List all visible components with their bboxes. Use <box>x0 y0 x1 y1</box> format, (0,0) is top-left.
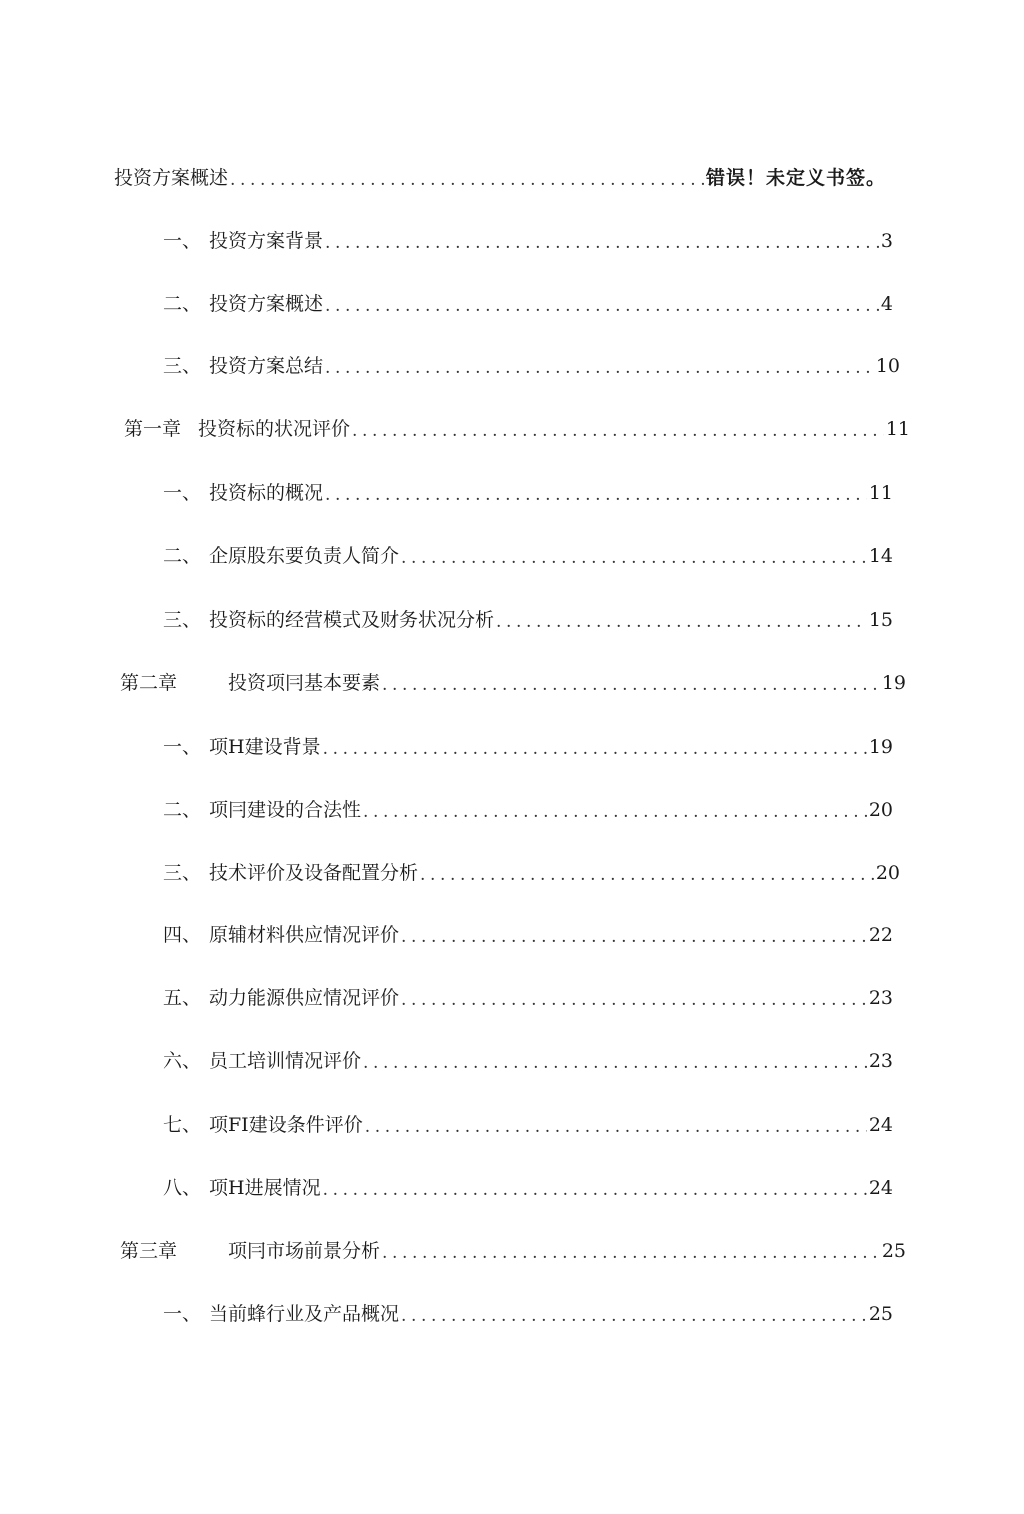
toc-entry-section[interactable] <box>163 858 900 888</box>
toc-entry-page-error: 错误！未定义书签。 <box>705 167 886 189</box>
toc-entry-page: 25 <box>881 1240 906 1262</box>
dot-leader <box>401 922 867 952</box>
toc-entry-number: 三、 <box>163 862 202 884</box>
toc-entry-section[interactable] <box>163 1299 893 1329</box>
toc-entry-section[interactable] <box>163 1046 893 1076</box>
dot-leader <box>420 860 874 890</box>
toc-entry-title: 投资方案概述 <box>209 293 324 315</box>
toc-entry-number: 一、 <box>163 736 202 758</box>
dot-leader <box>325 480 867 510</box>
toc-entry-title: 项H建设背景 <box>209 736 321 758</box>
toc-entry-section[interactable] <box>163 351 900 381</box>
toc-entry-section[interactable] <box>163 541 893 571</box>
toc-entry-title: 原辅材料供应情况评价 <box>209 924 400 946</box>
toc-entry-overview[interactable] <box>114 163 886 193</box>
dot-leader <box>323 1175 867 1205</box>
dot-leader <box>325 291 879 321</box>
toc-entry-number: 二、 <box>163 545 202 567</box>
toc-entry-section[interactable] <box>163 732 893 762</box>
toc-entry-section[interactable] <box>163 1173 893 1203</box>
toc-entry-section[interactable] <box>163 920 893 950</box>
toc-entry-page: 11 <box>868 482 893 504</box>
toc-entry-number: 二、 <box>163 799 202 821</box>
toc-entry-section[interactable] <box>163 478 893 508</box>
toc-entry-number: 七、 <box>163 1114 202 1136</box>
toc-entry-number: 一、 <box>163 230 202 252</box>
toc-entry-page: 23 <box>868 987 893 1009</box>
toc-entry-section[interactable] <box>163 983 893 1013</box>
dot-leader <box>230 165 704 195</box>
toc-entry-number: 第三章 <box>120 1240 178 1262</box>
dot-leader <box>382 1238 880 1268</box>
toc-entry-page: 3 <box>880 230 893 252</box>
toc-entry-title: 项FI建设条件评价 <box>209 1114 363 1136</box>
toc-entry-section[interactable] <box>163 605 893 635</box>
dot-leader <box>382 670 880 700</box>
toc-entry-title: 项冃市场前景分析 <box>228 1240 381 1262</box>
toc-entry-number: 二、 <box>163 293 202 315</box>
toc-entry-number: 六、 <box>163 1050 202 1072</box>
toc-entry-page: 20 <box>875 862 900 884</box>
toc-entry-page: 25 <box>868 1303 893 1325</box>
toc-entry-page: 24 <box>868 1114 893 1136</box>
toc-entry-number: 四、 <box>163 924 202 946</box>
dot-leader <box>363 1048 867 1078</box>
toc-entry-section[interactable] <box>163 226 893 256</box>
toc-entry-title: 投资方案背景 <box>209 230 324 252</box>
toc-entry-number: 五、 <box>163 987 202 1009</box>
toc-entry-page: 22 <box>868 924 893 946</box>
toc-entry-section[interactable] <box>163 289 893 319</box>
dot-leader <box>401 1301 867 1331</box>
dot-leader <box>401 985 867 1015</box>
dot-leader <box>496 607 867 637</box>
toc-entry-page: 4 <box>880 293 893 315</box>
toc-entry-title: 项冃建设的合法性 <box>209 799 362 821</box>
toc-entry-page: 15 <box>868 609 893 631</box>
toc-entry-title: 投资标的状况评价 <box>198 418 351 440</box>
toc-entry-number: 第一章 <box>124 418 182 440</box>
toc-entry-page: 19 <box>868 736 893 758</box>
toc-entry-number: 三、 <box>163 355 202 377</box>
toc-entry-title: 技术评价及设备配置分析 <box>209 862 419 884</box>
dot-leader <box>365 1112 867 1142</box>
toc-entry-title: 投资标的经营模式及财务状况分析 <box>209 609 495 631</box>
toc-entry-title: 动力能源供应情况评价 <box>209 987 400 1009</box>
toc-entry-page: 20 <box>868 799 893 821</box>
toc-entry-title: 员工培训情况评价 <box>209 1050 362 1072</box>
toc-entry-number: 一、 <box>163 482 202 504</box>
toc-entry-page: 14 <box>868 545 893 567</box>
toc-entry-number: 八、 <box>163 1177 202 1199</box>
toc-entry-number: 三、 <box>163 609 202 631</box>
toc-entry-chapter[interactable] <box>120 1236 906 1266</box>
dot-leader <box>323 734 867 764</box>
toc-entry-title: 投资标的概况 <box>209 482 324 504</box>
toc-entry-title: 投资方案总结 <box>209 355 324 377</box>
toc-entry-number: 第二章 <box>120 672 178 694</box>
dot-leader <box>325 353 874 383</box>
toc-entry-title: 当前蜂行业及产品概况 <box>209 1303 400 1325</box>
toc-entry-title: 企原股东要负责人简介 <box>209 545 400 567</box>
toc-entry-number: 一、 <box>163 1303 202 1325</box>
toc-entry-page: 23 <box>868 1050 893 1072</box>
dot-leader <box>325 228 879 258</box>
toc-entry-section[interactable] <box>163 795 893 825</box>
toc-entry-page: 24 <box>868 1177 893 1199</box>
dot-leader <box>401 543 867 573</box>
toc-entry-chapter[interactable] <box>120 668 906 698</box>
dot-leader <box>352 416 884 446</box>
dot-leader <box>363 797 867 827</box>
toc-entry-page: 10 <box>875 355 900 377</box>
toc-entry-section[interactable] <box>163 1110 893 1140</box>
toc-entry-page: 11 <box>885 418 910 440</box>
toc-entry-title: 投资方案概述 <box>114 167 229 189</box>
toc-entry-chapter[interactable] <box>124 414 910 444</box>
toc-entry-title: 项H进展情况 <box>209 1177 321 1199</box>
toc-entry-title: 投资项冃基本要素 <box>228 672 381 694</box>
toc-entry-page: 19 <box>881 672 906 694</box>
